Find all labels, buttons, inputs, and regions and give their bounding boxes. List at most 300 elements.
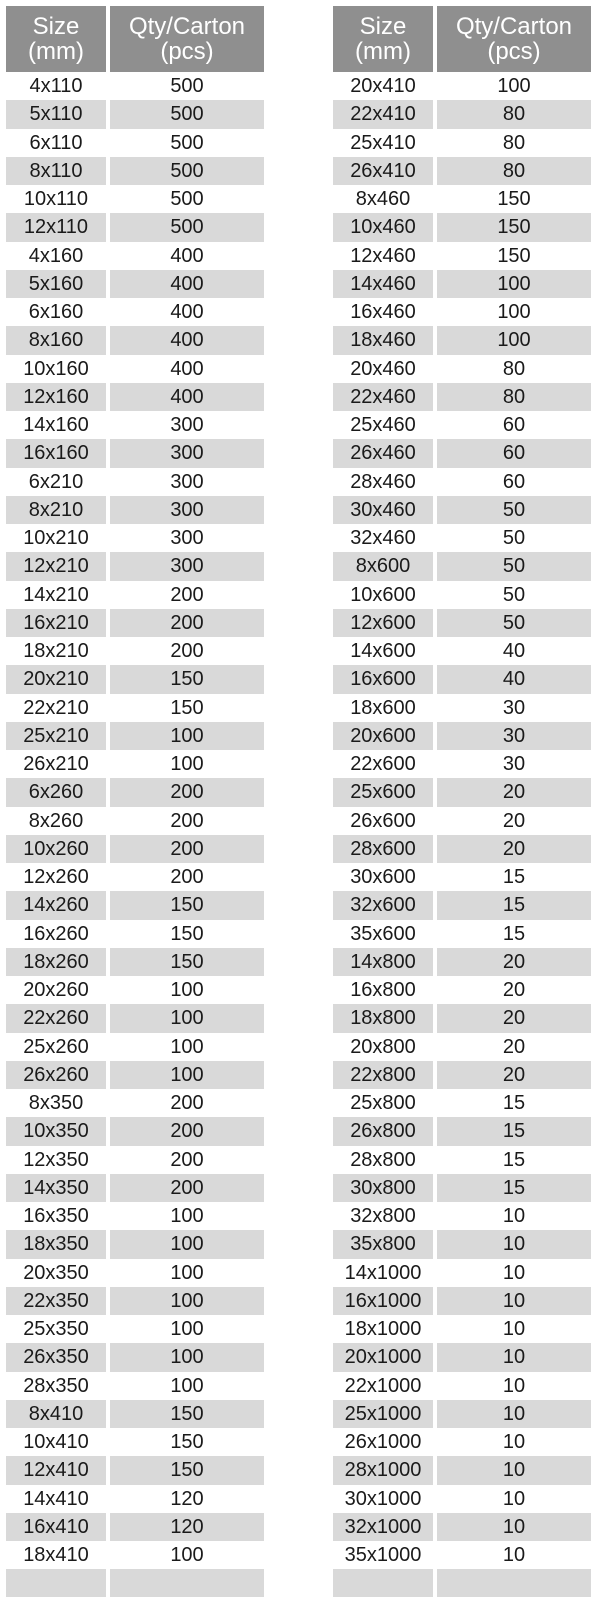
size-cell: 22x260 xyxy=(6,1004,110,1032)
qty-cell: 10 xyxy=(502,1374,526,1397)
table-row xyxy=(333,1485,591,1513)
qty-cell: 150 xyxy=(110,1400,264,1428)
qty-cell: 150 xyxy=(170,696,204,719)
size-cell: 28x600 xyxy=(333,835,437,863)
table-row xyxy=(333,581,591,609)
table-row xyxy=(333,1117,591,1145)
qty-cell: 50 xyxy=(437,552,591,580)
qty-cell: 10 xyxy=(502,1487,526,1510)
size-cell: 26x210 xyxy=(6,750,110,778)
table-row xyxy=(333,298,591,326)
size-cell: 25x800 xyxy=(333,1089,437,1117)
table-row xyxy=(6,213,264,241)
qty-cell: 100 xyxy=(110,1230,264,1258)
size-cell: 30x600 xyxy=(333,863,437,891)
size-cell: 14x410 xyxy=(6,1485,110,1513)
table-body-left xyxy=(6,72,264,1597)
size-cell: 12x350 xyxy=(6,1146,110,1174)
qty-cell: 20 xyxy=(437,835,591,863)
table-row xyxy=(6,778,264,806)
qty-cell: 15 xyxy=(502,866,526,888)
size-cell: 6x210 xyxy=(6,468,110,496)
size-cell: 12x160 xyxy=(6,383,110,411)
qty-cell: 100 xyxy=(170,753,204,775)
size-cell: 18x210 xyxy=(6,637,110,665)
table-row xyxy=(333,863,591,891)
table-row xyxy=(6,1372,264,1400)
qty-cell: 80 xyxy=(437,100,591,128)
table-row xyxy=(6,242,264,270)
table-row xyxy=(333,1146,591,1174)
size-cell: 8x600 xyxy=(333,552,437,580)
table-row xyxy=(6,1513,264,1541)
size-cell: 25x1000 xyxy=(333,1400,437,1428)
qty-cell: 120 xyxy=(170,1487,204,1510)
size-qty-table-right xyxy=(333,6,591,1597)
qty-cell: 60 xyxy=(502,470,526,493)
size-cell: 10x160 xyxy=(6,355,110,383)
empty-cell xyxy=(110,1569,264,1597)
qty-cell: 60 xyxy=(437,439,591,467)
size-cell: 10x600 xyxy=(333,581,437,609)
size-cell: 26x410 xyxy=(333,157,437,185)
qty-cell: 200 xyxy=(110,778,264,806)
table-row xyxy=(6,1146,264,1174)
qty-cell: 300 xyxy=(110,439,264,467)
size-cell: 20x1000 xyxy=(333,1343,437,1371)
qty-cell: 40 xyxy=(502,640,526,662)
table-row xyxy=(333,185,591,213)
qty-cell: 20 xyxy=(437,948,591,976)
table-row xyxy=(333,100,591,128)
empty-cell xyxy=(6,1569,110,1597)
qty-cell: 300 xyxy=(110,496,264,524)
qty-cell: 30 xyxy=(437,722,591,750)
qty-cell: 10 xyxy=(437,1287,591,1315)
size-cell: 18x800 xyxy=(333,1004,437,1032)
size-cell: 8x350 xyxy=(6,1089,110,1117)
table-row xyxy=(333,609,591,637)
size-cell: 6x110 xyxy=(6,129,110,157)
size-cell: 28x350 xyxy=(6,1372,110,1400)
size-cell: 5x160 xyxy=(6,270,110,298)
size-cell: 20x460 xyxy=(333,355,437,383)
table-row xyxy=(6,665,264,693)
qty-header: Qty/Carton (pcs) xyxy=(110,6,264,72)
size-cell: 18x460 xyxy=(333,326,437,354)
table-row xyxy=(6,609,264,637)
size-cell: 4x110 xyxy=(6,72,110,100)
qty-cell: 20 xyxy=(502,809,526,832)
qty-cell: 500 xyxy=(110,213,264,241)
size-cell: 6x160 xyxy=(6,298,110,326)
table-row xyxy=(333,242,591,270)
table-row xyxy=(333,1061,591,1089)
qty-cell: 100 xyxy=(497,301,531,323)
size-cell: 22x410 xyxy=(333,100,437,128)
table-row xyxy=(333,1428,591,1456)
size-cell: 16x800 xyxy=(333,976,437,1004)
qty-cell: 100 xyxy=(437,270,591,298)
table-row xyxy=(6,72,264,100)
size-cell: 26x1000 xyxy=(333,1428,437,1456)
table-row xyxy=(6,694,264,722)
qty-cell: 80 xyxy=(502,131,526,154)
size-cell: 16x600 xyxy=(333,665,437,693)
table-row xyxy=(333,439,591,467)
table-row xyxy=(6,863,264,891)
header-row xyxy=(333,6,591,72)
table-row xyxy=(333,750,591,778)
table-row xyxy=(6,976,264,1004)
empty-cell xyxy=(333,1569,437,1597)
table-row xyxy=(333,1541,591,1569)
qty-cell: 200 xyxy=(110,1174,264,1202)
qty-cell: 20 xyxy=(502,979,526,1001)
qty-cell: 100 xyxy=(110,1287,264,1315)
qty-cell: 15 xyxy=(437,1117,591,1145)
size-cell: 10x460 xyxy=(333,213,437,241)
qty-cell: 100 xyxy=(170,1035,204,1058)
size-cell: 35x800 xyxy=(333,1230,437,1258)
table-row xyxy=(6,835,264,863)
size-cell: 25x460 xyxy=(333,411,437,439)
size-cell: 12x210 xyxy=(6,552,110,580)
qty-cell: 120 xyxy=(110,1513,264,1541)
size-cell: 28x460 xyxy=(333,468,437,496)
qty-cell: 80 xyxy=(502,357,526,380)
qty-cell: 50 xyxy=(437,609,591,637)
table-row xyxy=(6,1089,264,1117)
qty-cell: 150 xyxy=(437,213,591,241)
size-cell: 30x1000 xyxy=(333,1485,437,1513)
size-cell: 26x460 xyxy=(333,439,437,467)
qty-cell: 200 xyxy=(110,609,264,637)
qty-cell: 20 xyxy=(437,778,591,806)
table-row xyxy=(333,355,591,383)
table-row xyxy=(6,1004,264,1032)
size-cell: 18x1000 xyxy=(333,1315,437,1343)
qty-cell: 10 xyxy=(502,1205,526,1227)
qty-cell: 50 xyxy=(502,583,526,606)
table-row xyxy=(333,920,591,948)
qty-cell: 500 xyxy=(110,100,264,128)
table-row xyxy=(6,891,264,919)
qty-cell: 50 xyxy=(502,527,526,549)
table-row xyxy=(6,326,264,354)
size-header: Size (mm) xyxy=(333,6,437,72)
table-row xyxy=(6,1230,264,1258)
size-cell: 22x600 xyxy=(333,750,437,778)
size-cell: 6x260 xyxy=(6,778,110,806)
qty-cell: 300 xyxy=(110,552,264,580)
empty-cell xyxy=(437,1569,591,1597)
table-row xyxy=(333,694,591,722)
qty-cell: 30 xyxy=(502,753,526,775)
table-row xyxy=(333,1400,591,1428)
size-cell: 22x350 xyxy=(6,1287,110,1315)
table-row xyxy=(6,1174,264,1202)
qty-cell: 150 xyxy=(497,188,531,210)
size-cell: 16x210 xyxy=(6,609,110,637)
size-cell: 26x260 xyxy=(6,1061,110,1089)
qty-cell: 500 xyxy=(170,188,204,210)
size-cell: 18x600 xyxy=(333,694,437,722)
size-cell: 10x210 xyxy=(6,524,110,552)
qty-cell: 500 xyxy=(170,131,204,154)
table-row xyxy=(333,383,591,411)
size-cell: 12x460 xyxy=(333,242,437,270)
qty-cell: 200 xyxy=(170,809,204,832)
size-cell: 20x350 xyxy=(6,1259,110,1287)
qty-cell: 100 xyxy=(110,1061,264,1089)
table-row xyxy=(333,1513,591,1541)
qty-cell: 10 xyxy=(437,1400,591,1428)
table-row xyxy=(6,524,264,552)
size-cell: 25x210 xyxy=(6,722,110,750)
size-cell: 20x260 xyxy=(6,976,110,1004)
qty-cell: 400 xyxy=(110,383,264,411)
table-row xyxy=(333,807,591,835)
size-cell: 32x600 xyxy=(333,891,437,919)
table-row xyxy=(333,213,591,241)
size-cell: 26x600 xyxy=(333,807,437,835)
qty-cell: 400 xyxy=(110,270,264,298)
size-cell: 20x600 xyxy=(333,722,437,750)
size-header: Size (mm) xyxy=(6,6,110,72)
table-row xyxy=(6,185,264,213)
table-row xyxy=(6,948,264,976)
size-cell: 35x1000 xyxy=(333,1541,437,1569)
size-cell: 16x350 xyxy=(6,1202,110,1230)
table-row xyxy=(333,665,591,693)
size-cell: 16x1000 xyxy=(333,1287,437,1315)
qty-cell: 10 xyxy=(502,1261,526,1284)
table-row xyxy=(333,778,591,806)
qty-cell: 10 xyxy=(437,1343,591,1371)
size-cell: 14x800 xyxy=(333,948,437,976)
table-row xyxy=(6,355,264,383)
qty-cell: 200 xyxy=(170,1148,204,1171)
qty-cell: 150 xyxy=(170,1431,204,1453)
qty-cell: 15 xyxy=(437,1174,591,1202)
qty-cell: 15 xyxy=(502,922,526,945)
table-row xyxy=(333,496,591,524)
table-row xyxy=(6,1117,264,1145)
qty-cell: 150 xyxy=(110,1456,264,1484)
size-cell: 8x460 xyxy=(333,185,437,213)
table-row xyxy=(6,722,264,750)
size-cell: 14x1000 xyxy=(333,1259,437,1287)
table-row xyxy=(6,1343,264,1371)
size-cell: 16x410 xyxy=(6,1513,110,1541)
qty-cell: 200 xyxy=(110,1117,264,1145)
qty-cell: 10 xyxy=(502,1318,526,1340)
qty-cell: 10 xyxy=(437,1230,591,1258)
size-cell: 22x800 xyxy=(333,1061,437,1089)
qty-cell: 150 xyxy=(170,922,204,945)
qty-cell: 200 xyxy=(170,640,204,662)
qty-cell: 10 xyxy=(437,1513,591,1541)
table-row xyxy=(6,1033,264,1061)
table-row xyxy=(6,750,264,778)
size-cell: 12x600 xyxy=(333,609,437,637)
table-row xyxy=(333,1202,591,1230)
table-row xyxy=(333,1456,591,1484)
size-cell: 35x600 xyxy=(333,920,437,948)
table-row xyxy=(6,1428,264,1456)
qty-cell: 10 xyxy=(502,1431,526,1453)
size-cell: 26x350 xyxy=(6,1343,110,1371)
size-cell: 30x800 xyxy=(333,1174,437,1202)
size-cell: 8x260 xyxy=(6,807,110,835)
size-cell: 20x210 xyxy=(6,665,110,693)
table-row xyxy=(333,524,591,552)
table-row xyxy=(6,1541,264,1569)
empty-row xyxy=(333,1569,591,1597)
qty-cell: 200 xyxy=(170,1092,204,1114)
table-row xyxy=(333,1315,591,1343)
size-cell: 16x460 xyxy=(333,298,437,326)
qty-cell: 80 xyxy=(437,383,591,411)
table-row xyxy=(333,468,591,496)
table-row xyxy=(6,157,264,185)
size-cell: 10x260 xyxy=(6,835,110,863)
table-row xyxy=(333,976,591,1004)
qty-cell: 10 xyxy=(437,1456,591,1484)
size-cell: 14x350 xyxy=(6,1174,110,1202)
table-row xyxy=(6,439,264,467)
size-qty-table-left xyxy=(6,6,264,1597)
size-cell: 14x210 xyxy=(6,581,110,609)
qty-cell: 500 xyxy=(110,157,264,185)
size-cell: 30x460 xyxy=(333,496,437,524)
qty-cell: 150 xyxy=(110,891,264,919)
qty-cell: 20 xyxy=(437,1004,591,1032)
table-row xyxy=(333,1372,591,1400)
table-row xyxy=(6,1202,264,1230)
table-row xyxy=(6,807,264,835)
size-cell: 18x260 xyxy=(6,948,110,976)
header-row xyxy=(6,6,264,72)
size-cell: 10x350 xyxy=(6,1117,110,1145)
qty-cell: 100 xyxy=(497,75,531,97)
size-cell: 8x210 xyxy=(6,496,110,524)
size-cell: 28x1000 xyxy=(333,1456,437,1484)
qty-cell: 200 xyxy=(170,583,204,606)
table-row xyxy=(6,383,264,411)
size-cell: 14x160 xyxy=(6,411,110,439)
table-row xyxy=(333,1033,591,1061)
table-row xyxy=(6,100,264,128)
size-cell: 28x800 xyxy=(333,1146,437,1174)
qty-cell: 300 xyxy=(170,414,204,436)
size-cell: 16x260 xyxy=(6,920,110,948)
qty-cell: 100 xyxy=(170,1205,204,1227)
qty-cell: 40 xyxy=(437,665,591,693)
table-row xyxy=(6,1259,264,1287)
qty-cell: 400 xyxy=(170,357,204,380)
size-cell: 25x600 xyxy=(333,778,437,806)
size-cell: 32x460 xyxy=(333,524,437,552)
qty-cell: 100 xyxy=(170,1318,204,1340)
size-cell: 25x410 xyxy=(333,129,437,157)
size-cell: 22x1000 xyxy=(333,1372,437,1400)
size-cell: 14x460 xyxy=(333,270,437,298)
table-row xyxy=(6,411,264,439)
table-row xyxy=(6,468,264,496)
table-row xyxy=(333,1259,591,1287)
table-row xyxy=(6,1061,264,1089)
qty-cell: 100 xyxy=(110,1343,264,1371)
size-cell: 14x260 xyxy=(6,891,110,919)
size-cell: 12x260 xyxy=(6,863,110,891)
table-row xyxy=(333,1230,591,1258)
table-row xyxy=(333,1004,591,1032)
qty-cell: 80 xyxy=(437,157,591,185)
table-row xyxy=(333,129,591,157)
size-cell: 25x260 xyxy=(6,1033,110,1061)
table-row xyxy=(6,637,264,665)
qty-cell: 20 xyxy=(437,1061,591,1089)
qty-cell: 150 xyxy=(497,244,531,267)
qty-cell: 100 xyxy=(170,1374,204,1397)
table-row xyxy=(333,722,591,750)
table-row xyxy=(333,326,591,354)
size-cell: 32x800 xyxy=(333,1202,437,1230)
size-cell: 4x160 xyxy=(6,242,110,270)
qty-cell: 15 xyxy=(502,1092,526,1114)
table-row xyxy=(333,1089,591,1117)
qty-cell: 400 xyxy=(170,244,204,267)
table-row xyxy=(6,496,264,524)
table-row xyxy=(6,1315,264,1343)
qty-cell: 15 xyxy=(502,1148,526,1171)
table-row xyxy=(6,1485,264,1513)
qty-cell: 20 xyxy=(502,1035,526,1058)
qty-cell: 60 xyxy=(502,414,526,436)
table-row xyxy=(333,157,591,185)
size-cell: 26x800 xyxy=(333,1117,437,1145)
qty-cell: 200 xyxy=(110,835,264,863)
qty-cell: 100 xyxy=(170,1544,204,1566)
table-body-right xyxy=(333,72,591,1597)
table-row xyxy=(333,1174,591,1202)
table-row xyxy=(6,1456,264,1484)
qty-cell: 300 xyxy=(170,470,204,493)
qty-cell: 100 xyxy=(170,979,204,1001)
table-row xyxy=(6,920,264,948)
table-row xyxy=(6,298,264,326)
size-cell: 20x800 xyxy=(333,1033,437,1061)
table-row xyxy=(333,948,591,976)
qty-cell: 300 xyxy=(170,527,204,549)
table-row xyxy=(333,1343,591,1371)
size-cell: 12x110 xyxy=(6,213,110,241)
table-row xyxy=(6,129,264,157)
size-cell: 14x600 xyxy=(333,637,437,665)
table-row xyxy=(6,270,264,298)
size-cell: 12x410 xyxy=(6,1456,110,1484)
size-cell: 18x410 xyxy=(6,1541,110,1569)
table-row xyxy=(6,1400,264,1428)
size-cell: 8x410 xyxy=(6,1400,110,1428)
table-row xyxy=(333,637,591,665)
size-cell: 10x410 xyxy=(6,1428,110,1456)
qty-cell: 150 xyxy=(110,665,264,693)
size-cell: 18x350 xyxy=(6,1230,110,1258)
qty-cell: 15 xyxy=(437,891,591,919)
